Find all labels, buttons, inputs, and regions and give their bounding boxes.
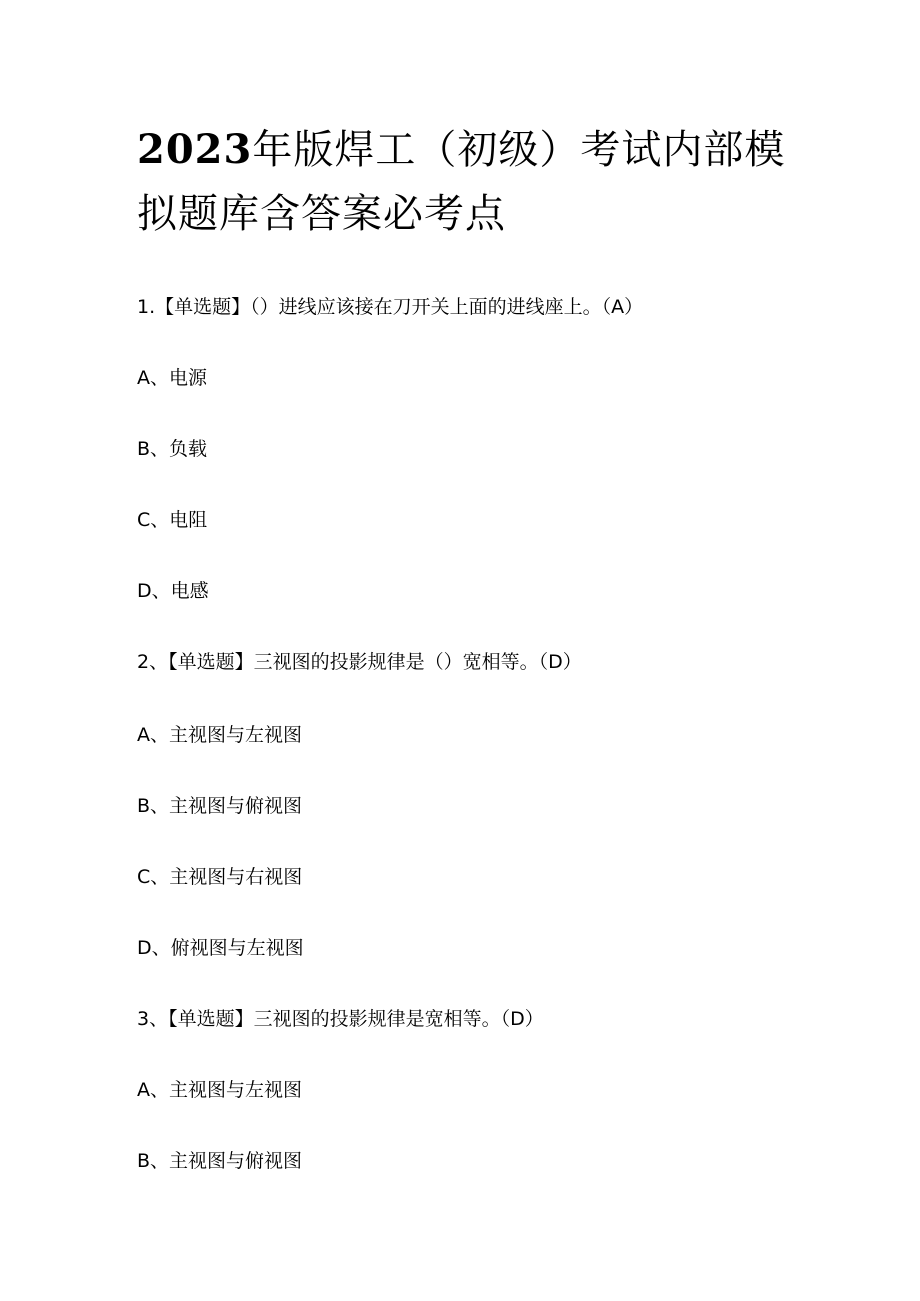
title-text: 年版焊工（初级）考试内部模拟题库含答案必考点 <box>137 127 786 237</box>
question-2-option-a: A、主视图与左视图 <box>137 724 302 746</box>
question-2-option-b: B、主视图与俯视图 <box>137 795 303 817</box>
question-1-option-b: B、负载 <box>137 438 208 460</box>
question-2-option-d: D、俯视图与左视图 <box>137 937 304 959</box>
question-1-option-c: C、电阻 <box>137 509 208 531</box>
question-3-option-a: A、主视图与左视图 <box>137 1079 302 1101</box>
question-1-option-d: D、电感 <box>137 580 209 602</box>
question-1-stem: 1.【单选题】（）进线应该接在刀开关上面的进线座上。（A） <box>137 296 644 318</box>
question-3-stem: 3、【单选题】三视图的投影规律是宽相等。（D） <box>137 1008 544 1030</box>
question-2-stem: 2、【单选题】三视图的投影规律是（）宽相等。（D） <box>137 651 582 673</box>
question-3-option-b: B、主视图与俯视图 <box>137 1150 303 1172</box>
question-1-option-a: A、电源 <box>137 367 207 389</box>
document-title <box>137 118 797 246</box>
title-year: 2023 <box>137 126 253 173</box>
question-2-option-c: C、主视图与右视图 <box>137 866 303 888</box>
